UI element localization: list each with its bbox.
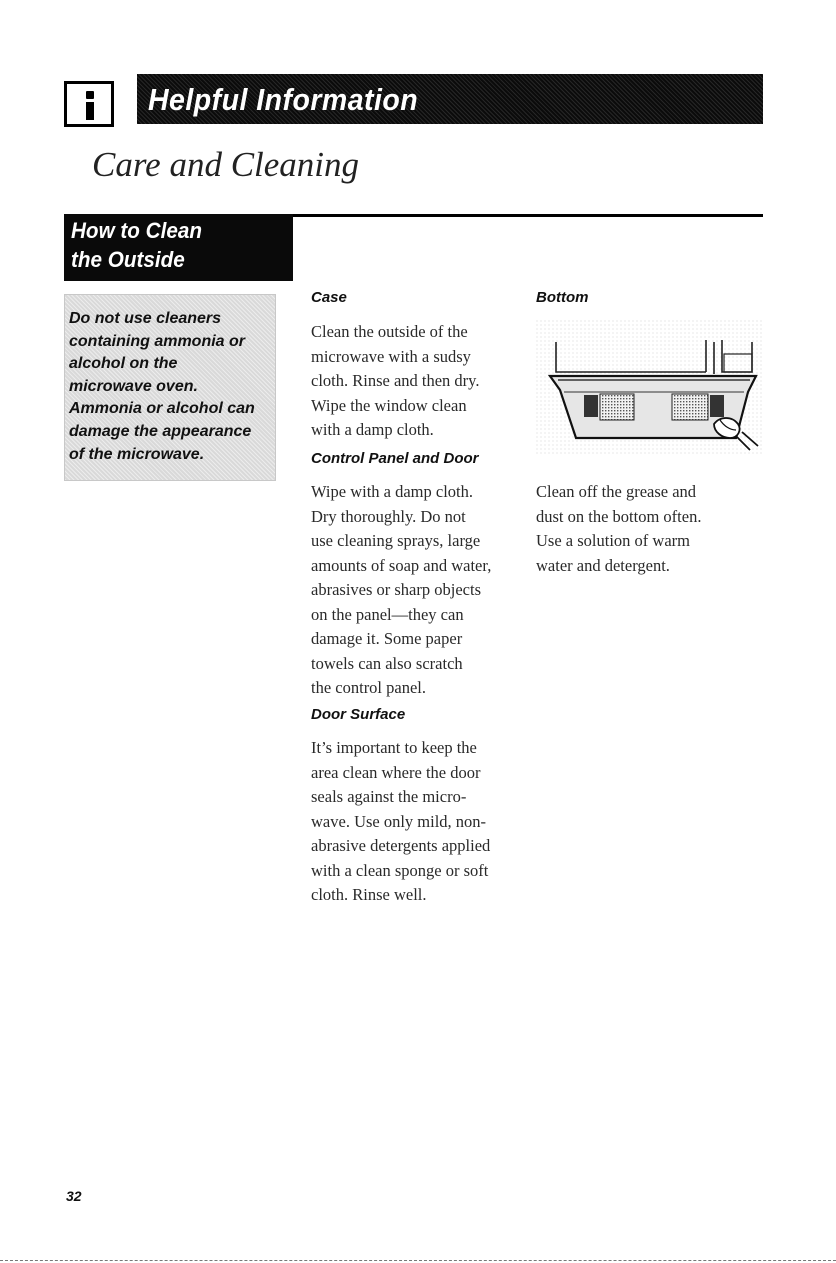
control-panel-text <box>311 480 526 701</box>
bottom-rule <box>0 1260 836 1261</box>
section-heading <box>71 216 278 274</box>
bottom-line: dust on the bottom often. <box>536 506 702 526</box>
warning-line: Ammonia or alcohol can <box>69 400 255 418</box>
door-surface-heading: Door Surface <box>311 706 406 723</box>
control-panel-line: Dry thoroughly. Do not <box>311 506 466 526</box>
bottom-text <box>536 480 766 578</box>
bottom-line: Use a solution of warm <box>536 531 690 550</box>
warning-line: microwave oven. <box>69 377 198 395</box>
section-heading-line-2: the Outside <box>71 247 185 272</box>
case-line: with a damp cloth. <box>311 420 434 439</box>
vent-grille-left <box>600 394 634 420</box>
case-line: cloth. Rinse and then dry. <box>311 371 480 390</box>
control-panel-line: use cleaning sprays, large <box>311 531 481 550</box>
case-text <box>311 320 521 443</box>
control-panel-heading: Control Panel and Door <box>311 450 479 467</box>
light-cover-right <box>710 395 724 417</box>
banner-title: Helpful Information <box>148 82 419 117</box>
case-line: Wipe the window clean <box>311 395 467 415</box>
light-cover-left <box>584 395 598 417</box>
microwave-bottom-illustration <box>536 320 762 455</box>
control-panel-line: abrasives or sharp objects <box>311 580 481 599</box>
vent-grille-right <box>672 394 708 420</box>
warning-text <box>69 308 274 466</box>
control-panel-line: Wipe with a damp cloth. <box>311 482 474 501</box>
warning-line: alcohol on the <box>69 355 178 373</box>
door-surface-line: cloth. Rinse well. <box>311 885 427 904</box>
warning-line: of the microwave. <box>69 445 205 463</box>
door-surface-line: with a clean sponge or soft <box>311 860 489 880</box>
control-panel-line: amounts of soap and water, <box>311 555 492 575</box>
section-heading-line-1: How to Clean <box>71 218 202 243</box>
info-icon-bar <box>86 102 94 120</box>
bottom-heading: Bottom <box>536 289 589 306</box>
bottom-line: Clean off the grease and <box>536 482 697 501</box>
warning-line: damage the appearance <box>69 422 252 440</box>
page-number: 32 <box>66 1188 82 1204</box>
bottom-line: water and detergent. <box>536 555 670 575</box>
section-rule <box>293 214 763 217</box>
case-line: Clean the outside of the <box>311 322 468 341</box>
info-icon <box>64 81 114 127</box>
control-panel-line: towels can also scratch <box>311 653 463 673</box>
door-surface-line: abrasive detergents applied <box>311 836 491 855</box>
control-panel-line: damage it. Some paper <box>311 629 463 648</box>
door-surface-line: It’s important to keep the <box>311 738 477 757</box>
warning-line: Do not use cleaners <box>69 310 222 327</box>
door-surface-line: seals against the micro- <box>311 787 467 806</box>
control-panel-line: on the panel—they can <box>311 604 464 624</box>
page-title: Care and Cleaning <box>92 145 360 184</box>
warning-line: containing ammonia or <box>69 332 246 350</box>
control-panel-line: the control panel. <box>311 678 427 697</box>
door-surface-line: area clean where the door <box>311 762 481 782</box>
case-line: microwave with a sudsy <box>311 346 471 366</box>
door-surface-line: wave. Use only mild, non- <box>311 811 487 831</box>
case-heading: Case <box>311 289 347 306</box>
door-surface-text <box>311 736 526 908</box>
info-icon-dot <box>86 91 94 99</box>
